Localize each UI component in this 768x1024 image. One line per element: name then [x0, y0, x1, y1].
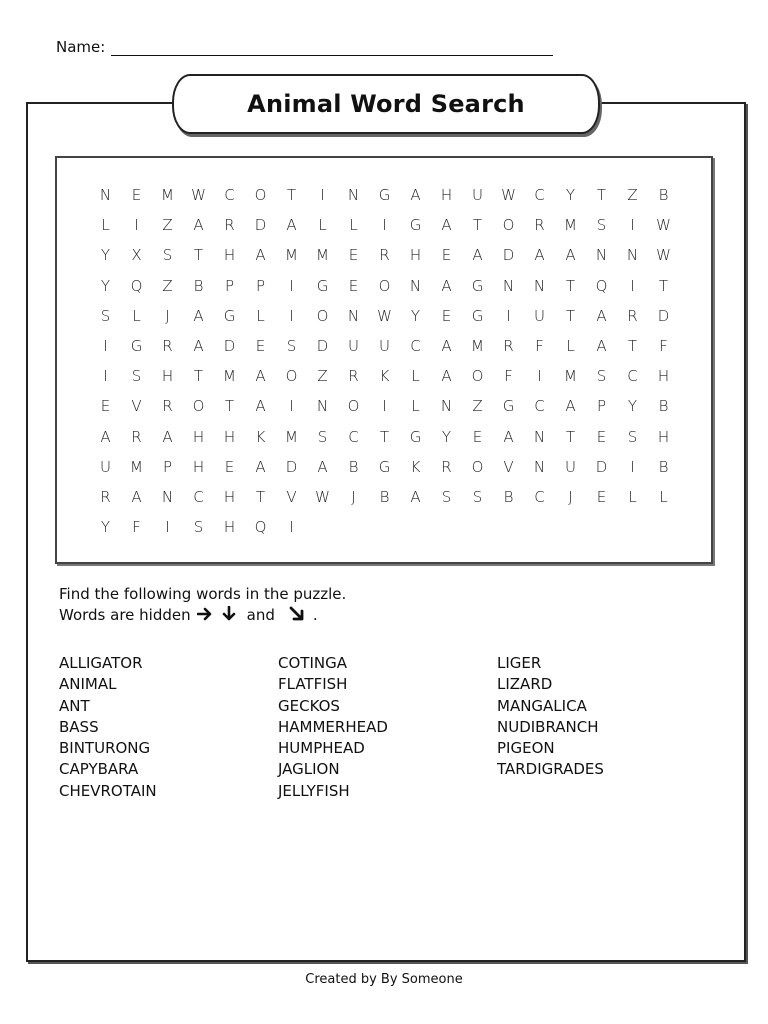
grid-letter[interactable]: P: [255, 276, 266, 295]
grid-letter[interactable]: Z: [472, 397, 483, 416]
grid-letter[interactable]: G: [378, 457, 391, 476]
grid-letter[interactable]: S: [596, 367, 607, 386]
grid-letter[interactable]: I: [289, 276, 294, 295]
grid-letter[interactable]: A: [100, 427, 111, 446]
word-list-item: GECKOS: [278, 696, 340, 715]
grid-letter[interactable]: B: [658, 457, 669, 476]
word-list-item: HUMPHEAD: [278, 739, 365, 758]
grid-letter[interactable]: T: [255, 487, 266, 506]
grid-letter[interactable]: W: [656, 216, 671, 235]
and-word: and: [246, 606, 275, 624]
grid-letter[interactable]: N: [409, 276, 422, 295]
grid-letter[interactable]: Y: [100, 518, 111, 537]
grid-letter[interactable]: E: [348, 246, 359, 265]
grid-letter[interactable]: H: [657, 427, 670, 446]
grid-letter[interactable]: Z: [317, 367, 328, 386]
grid-letter[interactable]: C: [627, 367, 638, 386]
grid-letter[interactable]: A: [534, 246, 545, 265]
grid-letter[interactable]: G: [409, 427, 422, 446]
grid-letter[interactable]: T: [565, 427, 576, 446]
grid-letter[interactable]: S: [100, 306, 111, 325]
grid-letter[interactable]: G: [130, 336, 143, 355]
grid-letter[interactable]: A: [441, 367, 452, 386]
grid-letter[interactable]: O: [254, 186, 267, 204]
grid-letter[interactable]: H: [223, 518, 236, 537]
grid-letter[interactable]: I: [320, 186, 325, 204]
grid-letter[interactable]: A: [255, 246, 266, 265]
grid-letter[interactable]: O: [471, 367, 484, 386]
instructions: [59, 584, 346, 626]
grid-letter[interactable]: D: [285, 457, 298, 476]
grid-letter[interactable]: O: [347, 397, 360, 416]
grid-letter[interactable]: I: [630, 216, 635, 235]
grid-letter[interactable]: B: [658, 186, 669, 204]
grid-letter[interactable]: A: [255, 397, 266, 416]
grid-letter[interactable]: L: [566, 336, 575, 355]
grid-letter[interactable]: W: [191, 186, 206, 204]
grid-letter[interactable]: C: [534, 397, 545, 416]
word-list-item: CHEVROTAIN: [59, 781, 157, 800]
grid-letter[interactable]: L: [101, 216, 110, 235]
grid-letter[interactable]: T: [565, 306, 576, 325]
grid-letter[interactable]: J: [165, 306, 170, 325]
grid-letter[interactable]: K: [255, 427, 266, 446]
word-list-item: LIZARD: [497, 675, 553, 694]
grid-letter[interactable]: G: [471, 306, 484, 325]
grid-letter[interactable]: I: [382, 216, 387, 235]
grid-letter[interactable]: U: [534, 306, 545, 325]
word-list-item: TARDIGRADES: [497, 760, 604, 779]
word-list-item: COTINGA: [278, 654, 347, 672]
grid-letter[interactable]: D: [657, 306, 670, 325]
grid-letter[interactable]: P: [596, 397, 607, 416]
word-list-item: ANIMAL: [59, 675, 117, 694]
grid-letter[interactable]: G: [223, 306, 236, 325]
grid-letter[interactable]: S: [317, 427, 328, 446]
grid-letter[interactable]: O: [502, 216, 515, 235]
grid-letter[interactable]: S: [627, 427, 638, 446]
grid-letter[interactable]: A: [596, 336, 607, 355]
grid-letter[interactable]: L: [318, 216, 327, 235]
grid-letter[interactable]: F: [504, 367, 513, 386]
grid-letter[interactable]: S: [441, 487, 452, 506]
grid-letter[interactable]: H: [223, 246, 236, 265]
instructions-line-2: [59, 605, 346, 626]
grid-letter[interactable]: M: [285, 427, 298, 446]
grid-letter[interactable]: U: [565, 457, 576, 476]
grid-letter[interactable]: L: [628, 487, 637, 506]
letter-grid: [90, 180, 679, 542]
grid-letter[interactable]: E: [100, 397, 111, 416]
grid-letter[interactable]: M: [161, 186, 174, 204]
grid-letter[interactable]: L: [659, 487, 668, 506]
grid-letter[interactable]: U: [379, 336, 390, 355]
word-list-item: CAPYBARA: [59, 760, 139, 779]
grid-letter[interactable]: V: [503, 457, 514, 476]
grid-letter[interactable]: Y: [410, 306, 421, 325]
grid-letter[interactable]: O: [378, 276, 391, 295]
arrow-right-icon: [197, 607, 213, 625]
grid-letter[interactable]: A: [565, 246, 576, 265]
grid-letter[interactable]: T: [565, 276, 576, 295]
grid-letter[interactable]: Q: [595, 276, 608, 295]
grid-letter[interactable]: A: [162, 427, 173, 446]
grid-letter[interactable]: A: [131, 487, 142, 506]
grid-letter[interactable]: I: [506, 306, 511, 325]
grid-letter[interactable]: Y: [100, 246, 111, 265]
grid-letter[interactable]: B: [379, 487, 390, 506]
grid-letter[interactable]: N: [595, 246, 608, 265]
grid-letter[interactable]: W: [656, 246, 671, 265]
grid-letter[interactable]: M: [316, 246, 329, 265]
title-banner: [172, 74, 600, 134]
arrow-down-icon: [221, 606, 237, 626]
grid-letter[interactable]: T: [472, 216, 483, 235]
grid-letter[interactable]: C: [348, 427, 359, 446]
word-list-item: HAMMERHEAD: [278, 717, 388, 736]
grid-letter[interactable]: S: [131, 367, 142, 386]
grid-letter[interactable]: C: [193, 487, 204, 506]
grid-letter[interactable]: M: [285, 246, 298, 265]
grid-letter[interactable]: S: [162, 246, 173, 265]
grid-letter[interactable]: I: [537, 367, 542, 386]
grid-letter[interactable]: H: [161, 367, 174, 386]
grid-letter[interactable]: A: [565, 397, 576, 416]
word-list-item: MANGALICA: [497, 696, 587, 715]
grid-letter[interactable]: N: [502, 276, 515, 295]
grid-letter[interactable]: V: [131, 397, 142, 416]
grid-letter[interactable]: A: [193, 336, 204, 355]
grid-letter[interactable]: A: [286, 216, 297, 235]
instructions-prefix: Words are hidden: [59, 606, 191, 624]
grid-letter[interactable]: A: [410, 487, 421, 506]
grid-letter[interactable]: R: [503, 336, 514, 355]
grid-letter[interactable]: E: [224, 457, 235, 476]
grid-letter[interactable]: C: [410, 336, 421, 355]
instructions-line-1: Find the following words in the puzzle.: [59, 585, 347, 603]
grid-letter[interactable]: Q: [254, 518, 267, 537]
grid-letter[interactable]: W: [315, 487, 330, 506]
word-list-item: BINTURONG: [59, 739, 151, 758]
grid-letter[interactable]: J: [351, 487, 356, 506]
grid-letter[interactable]: W: [501, 186, 516, 204]
grid-letter[interactable]: E: [255, 336, 266, 355]
grid-letter[interactable]: D: [254, 216, 267, 235]
grid-letter[interactable]: A: [410, 186, 421, 204]
grid-letter[interactable]: K: [410, 457, 421, 476]
grid-letter[interactable]: W: [377, 306, 392, 325]
grid-letter[interactable]: R: [348, 367, 359, 386]
grid-letter[interactable]: F: [132, 518, 141, 537]
footer-credit: Created by By Someone: [305, 972, 463, 987]
grid-letter[interactable]: Y: [441, 427, 452, 446]
grid-letter[interactable]: H: [657, 367, 670, 386]
grid-letter[interactable]: H: [223, 487, 236, 506]
grid-letter[interactable]: O: [285, 367, 298, 386]
grid-letter[interactable]: O: [192, 397, 205, 416]
grid-letter[interactable]: H: [409, 246, 422, 265]
grid-letter[interactable]: R: [224, 216, 235, 235]
grid-letter[interactable]: G: [409, 216, 422, 235]
grid-letter[interactable]: L: [411, 397, 420, 416]
grid-letter[interactable]: H: [223, 427, 236, 446]
grid-letter[interactable]: I: [289, 518, 294, 537]
grid-letter[interactable]: N: [99, 186, 112, 204]
grid-letter[interactable]: S: [596, 216, 607, 235]
grid-letter[interactable]: A: [255, 457, 266, 476]
grid-letter[interactable]: C: [534, 487, 545, 506]
grid-letter[interactable]: F: [535, 336, 544, 355]
grid-letter[interactable]: N: [347, 186, 360, 204]
grid-letter[interactable]: L: [132, 306, 141, 325]
grid-letter[interactable]: R: [534, 216, 545, 235]
grid-letter[interactable]: I: [103, 336, 108, 355]
word-list-column-3: [497, 653, 604, 781]
grid-letter[interactable]: L: [411, 367, 420, 386]
grid-letter[interactable]: T: [596, 186, 607, 204]
grid-letter[interactable]: R: [131, 427, 142, 446]
grid-letter[interactable]: C: [534, 186, 545, 204]
grid-letter[interactable]: T: [193, 246, 204, 265]
grid-letter[interactable]: O: [316, 306, 329, 325]
grid-letter[interactable]: T: [627, 336, 638, 355]
grid-letter[interactable]: J: [568, 487, 573, 506]
arrow-diagonal-icon: [289, 606, 305, 626]
grid-letter[interactable]: S: [472, 487, 483, 506]
word-list-item: BASS: [59, 717, 99, 736]
grid-letter[interactable]: A: [441, 336, 452, 355]
grid-letter[interactable]: A: [441, 276, 452, 295]
grid-letter[interactable]: E: [131, 186, 142, 204]
grid-letter[interactable]: Z: [162, 276, 173, 295]
grid-letter[interactable]: H: [440, 186, 453, 204]
grid-letter[interactable]: R: [441, 457, 452, 476]
grid-letter[interactable]: F: [659, 336, 668, 355]
grid-letter[interactable]: S: [286, 336, 297, 355]
grid-letter[interactable]: S: [193, 518, 204, 537]
grid-letter[interactable]: Y: [627, 397, 638, 416]
grid-letter[interactable]: K: [379, 367, 390, 386]
grid-letter[interactable]: I: [165, 518, 170, 537]
grid-letter[interactable]: D: [223, 336, 236, 355]
grid-letter[interactable]: H: [192, 427, 205, 446]
grid-letter[interactable]: D: [595, 457, 608, 476]
word-list-item: JELLYFISH: [278, 781, 350, 800]
grid-letter[interactable]: B: [348, 457, 359, 476]
grid-letter[interactable]: Q: [130, 276, 143, 295]
grid-letter[interactable]: D: [502, 246, 515, 265]
grid-letter[interactable]: P: [224, 276, 235, 295]
grid-letter[interactable]: Y: [565, 186, 576, 204]
grid-letter[interactable]: N: [626, 246, 639, 265]
grid-letter[interactable]: I: [630, 457, 635, 476]
grid-letter[interactable]: U: [472, 186, 483, 204]
grid-letter[interactable]: Z: [627, 186, 638, 204]
grid-letter[interactable]: A: [472, 246, 483, 265]
grid-letter[interactable]: N: [533, 276, 546, 295]
grid-letter[interactable]: L: [256, 306, 265, 325]
grid-letter[interactable]: Y: [100, 276, 111, 295]
grid-letter[interactable]: C: [224, 186, 235, 204]
grid-letter[interactable]: E: [348, 276, 359, 295]
grid-letter[interactable]: R: [379, 246, 390, 265]
word-list-column-2: [278, 653, 388, 802]
grid-letter[interactable]: I: [630, 276, 635, 295]
grid-letter[interactable]: G: [316, 276, 329, 295]
name-blank-line[interactable]: [111, 41, 553, 56]
grid-letter[interactable]: N: [533, 427, 546, 446]
word-list-item: PIGEON: [497, 739, 555, 758]
grid-letter[interactable]: T: [658, 276, 669, 295]
grid-letter[interactable]: A: [193, 216, 204, 235]
grid-letter[interactable]: A: [596, 306, 607, 325]
word-list-item: JAGLION: [278, 760, 340, 779]
grid-letter[interactable]: A: [441, 216, 452, 235]
grid-letter[interactable]: M: [564, 216, 577, 235]
grid-letter[interactable]: T: [379, 427, 390, 446]
word-list-item: NUDIBRANCH: [497, 717, 599, 736]
word-list-item: FLATFISH: [278, 675, 348, 694]
grid-letter[interactable]: B: [658, 397, 669, 416]
grid-letter[interactable]: U: [100, 457, 111, 476]
grid-letter[interactable]: E: [596, 427, 607, 446]
grid-letter[interactable]: U: [348, 336, 359, 355]
grid-letter[interactable]: A: [255, 367, 266, 386]
grid-letter[interactable]: L: [349, 216, 358, 235]
grid-letter[interactable]: B: [503, 487, 514, 506]
grid-letter[interactable]: N: [161, 487, 174, 506]
grid-letter[interactable]: D: [316, 336, 329, 355]
grid-letter[interactable]: O: [471, 457, 484, 476]
word-list-column-1: [59, 653, 157, 802]
grid-letter[interactable]: X: [131, 246, 142, 265]
grid-letter[interactable]: N: [533, 457, 546, 476]
grid-letter[interactable]: M: [564, 367, 577, 386]
grid-letter[interactable]: I: [289, 397, 294, 416]
word-list-item: LIGER: [497, 654, 542, 672]
grid-letter[interactable]: H: [192, 457, 205, 476]
grid-letter[interactable]: I: [134, 216, 139, 235]
grid-letter[interactable]: A: [503, 427, 514, 446]
grid-letter[interactable]: R: [162, 397, 173, 416]
grid-letter[interactable]: G: [378, 186, 391, 204]
grid-letter[interactable]: M: [130, 457, 143, 476]
grid-letter[interactable]: B: [193, 276, 204, 295]
grid-letter[interactable]: E: [472, 427, 483, 446]
grid-letter[interactable]: V: [286, 487, 297, 506]
word-list-item: ALLIGATOR: [59, 654, 143, 672]
grid-letter[interactable]: I: [103, 367, 108, 386]
grid-letter[interactable]: R: [627, 306, 638, 325]
word-list-item: ANT: [59, 696, 90, 715]
grid-letter[interactable]: T: [193, 367, 204, 386]
grid-letter[interactable]: T: [224, 397, 235, 416]
grid-letter[interactable]: E: [441, 306, 452, 325]
grid-letter[interactable]: R: [162, 336, 173, 355]
grid-letter[interactable]: I: [382, 397, 387, 416]
grid-letter[interactable]: R: [100, 487, 111, 506]
grid-letter[interactable]: G: [471, 276, 484, 295]
grid-letter[interactable]: E: [441, 246, 452, 265]
grid-letter[interactable]: M: [471, 336, 484, 355]
grid-letter[interactable]: T: [286, 186, 297, 204]
period: .: [312, 606, 318, 624]
grid-letter[interactable]: A: [193, 306, 204, 325]
grid-letter[interactable]: A: [317, 457, 328, 476]
name-label: Name:: [56, 38, 106, 56]
grid-letter[interactable]: N: [440, 397, 453, 416]
grid-letter[interactable]: N: [347, 306, 360, 325]
grid-letter[interactable]: I: [289, 306, 294, 325]
grid-letter[interactable]: G: [502, 397, 515, 416]
grid-letter[interactable]: E: [596, 487, 607, 506]
grid-letter[interactable]: Z: [162, 216, 173, 235]
name-field-row: [56, 38, 553, 56]
grid-letter[interactable]: M: [223, 367, 236, 386]
page-title: Animal Word Search: [247, 90, 525, 118]
grid-letter[interactable]: P: [162, 457, 173, 476]
grid-letter[interactable]: N: [316, 397, 329, 416]
